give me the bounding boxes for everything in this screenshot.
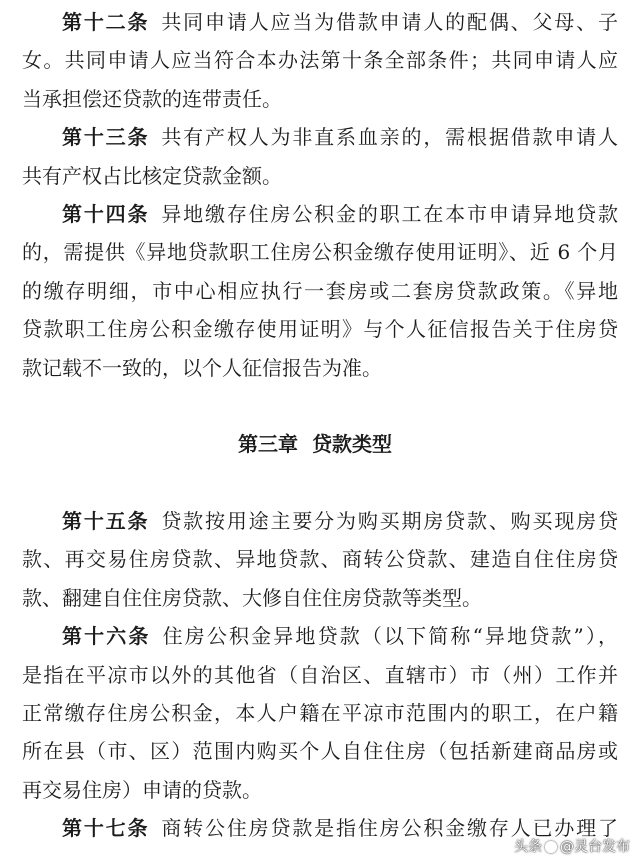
- text-line: 的缴存明细，市中心相应执行一套房或二套房贷款政策。《异地: [22, 278, 618, 303]
- article-text: 住房公积金异地贷款（以下简称“异地贷款”），: [162, 624, 618, 649]
- text-line: [22, 195, 618, 233]
- text-line: [22, 617, 618, 655]
- toutiao-logo-icon: [545, 841, 557, 853]
- article-12: [22, 3, 618, 118]
- spacer: [22, 387, 618, 425]
- text-line: 女。共同申请人应当符合本办法第十条全部条件；共同申请人应: [22, 48, 618, 73]
- article-label: 第十二条: [62, 10, 150, 34]
- text-line: [22, 118, 618, 156]
- text-line: [22, 3, 618, 41]
- article-label: 第十七条: [62, 816, 150, 841]
- text-line: 共有产权占比核定贷款金额。: [22, 163, 282, 188]
- watermark-platform: 头条: [514, 839, 542, 855]
- chapter-number: 第三章: [238, 432, 298, 457]
- text-line: 是指在平凉市以外的其他省（自治区、直辖市）市（州）工作并: [22, 662, 618, 687]
- text-line: 贷款职工住房公积金缴存使用证明》与个人征信报告关于住房贷: [22, 317, 618, 342]
- chapter-heading: [22, 425, 618, 463]
- article-text: 共有产权人为非直系血亲的，需根据借款申请人: [161, 125, 618, 150]
- article-text: 贷款按用途主要分为购买期房贷款、购买现房贷: [161, 509, 618, 534]
- article-15: [22, 502, 618, 617]
- article-16: [22, 617, 618, 809]
- text-line: 正常缴存住房公积金，本人户籍在平凉市范围内的职工，在户籍: [22, 701, 618, 726]
- watermark: [514, 838, 630, 856]
- text-line: [22, 502, 618, 540]
- article-label: 第十六条: [62, 624, 151, 649]
- spacer: [22, 464, 618, 502]
- text-line: 款、再交易住房贷款、异地贷款、商转公贷款、建造自住住房贷: [22, 547, 618, 572]
- document-page: [22, 3, 618, 848]
- text-line: 款记载不一致的，以个人征信报告为准。: [22, 355, 382, 380]
- text-line: 所在县（市、区）范围内购买个人自住住房（包括新建商品房或: [22, 739, 618, 764]
- article-text: 共同申请人应当为借款申请人的配偶、父母、子: [161, 10, 618, 34]
- text-line: 的，需提供《异地贷款职工住房公积金缴存使用证明》、近 6 个月: [22, 240, 618, 265]
- article-label: 第十四条: [62, 201, 150, 226]
- article-13: [22, 118, 618, 195]
- article-text: 商转公住房贷款是指住房公积金缴存人已办理了: [161, 816, 618, 841]
- article-label: 第十三条: [62, 125, 150, 150]
- text-line: 再交易住房）申请的贷款。: [22, 777, 262, 802]
- text-line: 当承担偿还贷款的连带责任。: [22, 86, 282, 111]
- watermark-account: @灵台发布: [560, 839, 630, 855]
- text-line: 款、翻建自住住房贷款、大修自住住房贷款等类型。: [22, 585, 482, 610]
- article-text: 异地缴存住房公积金的职工在本市申请异地贷款: [161, 201, 618, 226]
- chapter-title: 贷款类型: [312, 432, 392, 457]
- article-label: 第十五条: [62, 509, 150, 534]
- article-14: [22, 195, 618, 387]
